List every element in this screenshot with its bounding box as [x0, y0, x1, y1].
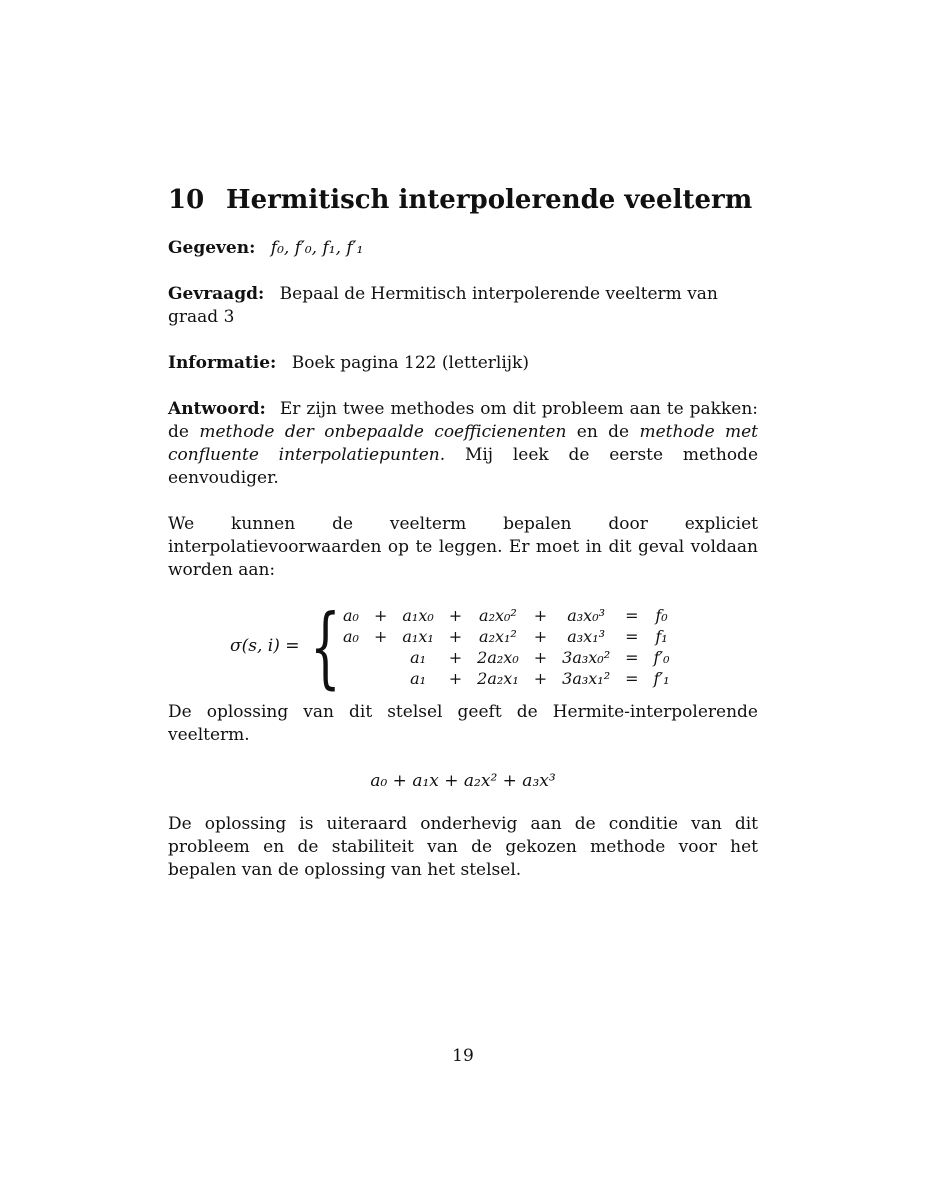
equation-table — [336, 605, 677, 689]
content — [168, 183, 758, 905]
equation-cell: + — [448, 669, 463, 688]
equation-cell — [336, 647, 366, 668]
equation-cell: = — [625, 606, 639, 625]
equation-cell: f′₁ — [653, 669, 670, 688]
equation-cell — [336, 668, 366, 689]
equation-row — [336, 647, 677, 668]
left-brace: { — [310, 595, 341, 698]
equation-cell: + — [448, 627, 463, 646]
equation-row — [336, 668, 677, 689]
equation-cell: = — [625, 669, 639, 688]
equation-cell: + — [533, 606, 548, 625]
equation-row — [336, 605, 677, 626]
equation-cell: a₁x₁ — [402, 627, 434, 646]
answer-label: Antwoord: — [168, 399, 266, 419]
asked-field — [168, 283, 758, 329]
equation-cell: + — [533, 627, 548, 646]
answer-text-1: Er zijn twee methodes om dit probleem aan te pakken: de — [168, 399, 759, 442]
given-field — [168, 237, 758, 260]
section-heading — [168, 183, 758, 217]
equation-system — [168, 595, 758, 698]
equation-cell: a₀ — [343, 606, 359, 625]
equation-cell: a₁x₀ — [402, 606, 434, 625]
page-number: 19 — [452, 1046, 474, 1066]
polynomial-formula: a₀ + a₁x + a₂x² + a₃x³ — [370, 771, 556, 791]
equation-cell: a₁ — [410, 669, 427, 688]
equation-cell: = — [625, 627, 639, 646]
info-value: Boek pagina 122 (letterlijk) — [291, 353, 529, 373]
system-lhs: σ(s, i) = — [230, 636, 300, 656]
equation-cell — [366, 647, 395, 668]
equation-cell: a₃x₀³ — [567, 606, 606, 625]
info-label: Informatie: — [168, 353, 277, 373]
answer-text-3: Mij leek de eerste methode eenvoudiger. — [168, 445, 759, 488]
equation-cell: 2a₂x₀ — [477, 648, 519, 667]
equation-cell: a₁ — [410, 648, 427, 667]
given-label: Gegeven: — [168, 238, 256, 258]
equation-cell: 2a₂x₁ — [477, 669, 519, 688]
paragraph-conditions: We kunnen de veelterm bepalen door expliciet interpolatievoorwaarden op te leggen. Er moet in dit geval voldaan worden aan: — [168, 514, 758, 580]
equation-cell: + — [373, 606, 388, 625]
equation-cell: + — [533, 648, 548, 667]
equation-cell: 3a₃x₁² — [562, 669, 611, 688]
asked-label: Gevraagd: — [168, 284, 265, 304]
info-field — [168, 352, 758, 375]
equation-cell — [366, 668, 395, 689]
equation-cell: + — [448, 606, 463, 625]
paragraph-solution: De oplossing van dit stelsel geeft de Hermite-interpolerende veelterm. — [168, 702, 758, 745]
equation-cell: a₂x₀² — [479, 606, 517, 625]
equation-cell: = — [625, 648, 639, 667]
equation-cell: + — [448, 648, 463, 667]
equation-cell: a₃x₁³ — [567, 627, 606, 646]
equation-cell: 3a₃x₀² — [562, 648, 611, 667]
section-title: Hermitisch interpolerende veelterm — [226, 185, 753, 215]
paragraph-conclusion: De oplossing is uiteraard onderhevig aan de conditie van dit probleem en de stabiliteit van de gekozen methode voor het bepalen van de oplossing van het stelsel. — [168, 814, 758, 880]
answer-method-1: methode der onbepaalde coefficienenten — [199, 422, 567, 442]
equation-cell: + — [533, 669, 548, 688]
answer-paragraph — [168, 398, 758, 490]
equation-cell: f′₀ — [653, 648, 670, 667]
answer-method-2: methode met confluente interpolatiepunten. — [168, 422, 759, 465]
equation-cell: a₂x₁² — [479, 627, 517, 646]
equation-row — [336, 626, 677, 647]
section-number: 10 — [168, 185, 205, 215]
equation-cell: a₀ — [343, 627, 359, 646]
answer-text-2: en de — [576, 422, 630, 442]
equation-cell: f₁ — [655, 627, 668, 646]
asked-value: Bepaal de Hermitisch interpolerende veelterm van graad 3 — [168, 284, 718, 327]
equation-cell: + — [373, 627, 388, 646]
given-value: f₀, f′₀, f₁, f′₁ — [270, 238, 364, 258]
equation-cell: f₀ — [655, 606, 668, 625]
